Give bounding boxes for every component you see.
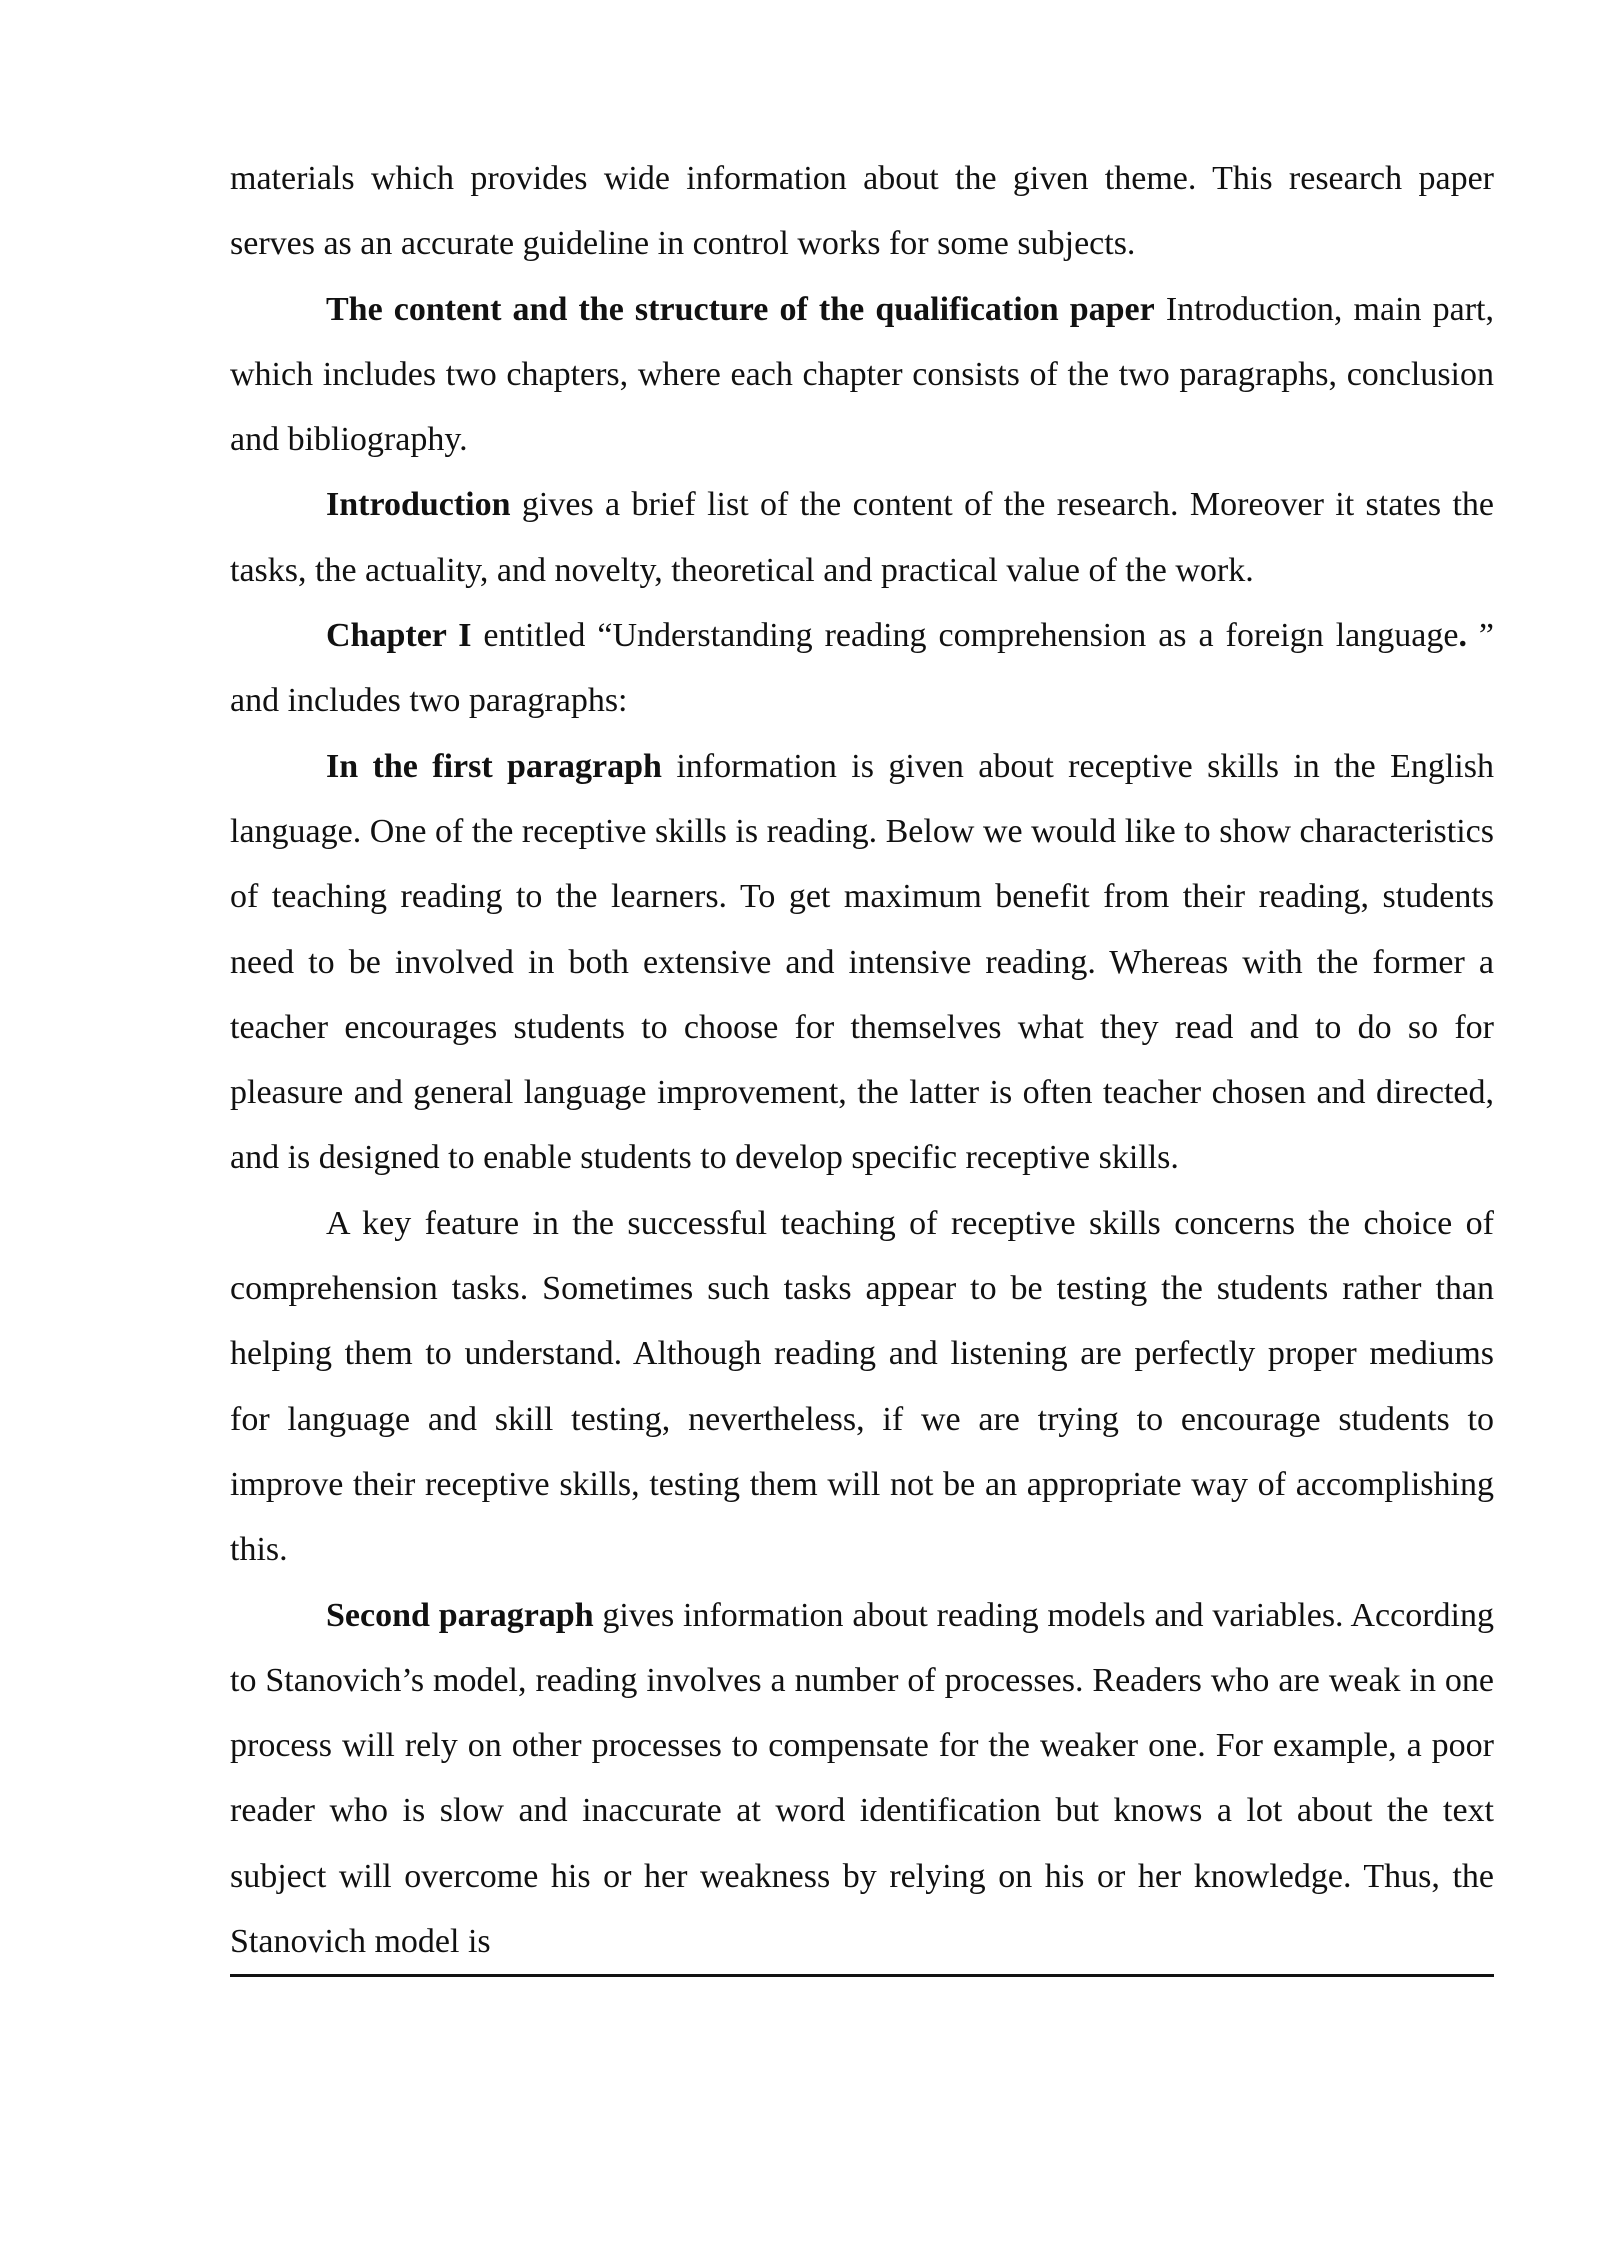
paragraph-first-paragraph bbox=[230, 734, 1494, 1191]
paragraph-text: gives information about reading models and variables. According to Stanovich’s model, reading involves a number of processes. Readers who are weak in one process will rely on other processes to compensate for the weaker one. For example, a poor reader who is slow and inaccurate at word identification but knows a lot about the text subject will overcome his or her weakness by relying on his or her knowledge. Thus, the Stanovich model is bbox=[230, 1596, 1494, 1961]
paragraph-text: gives a brief list of the content of the research. Moreover it states the tasks, the actuality, and novelty, theoretical and practical value of the work. bbox=[230, 486, 1494, 589]
paragraph-second-paragraph bbox=[230, 1583, 1494, 1978]
paragraph-content-structure bbox=[230, 277, 1494, 473]
paragraph-text: materials which provides wide information about the given theme. This research paper serves as an accurate guideline in control works for some subjects. bbox=[230, 160, 1494, 263]
paragraph-intro-continuation bbox=[230, 146, 1494, 277]
bold-period: . bbox=[1458, 617, 1467, 655]
document-body bbox=[230, 146, 1494, 1977]
paragraph-text-end: ” and includes two paragraphs: bbox=[230, 617, 1494, 720]
paragraph-heading: In the first paragraph bbox=[326, 747, 662, 785]
paragraph-heading: Second paragraph bbox=[326, 1596, 594, 1634]
paragraph-chapter-one bbox=[230, 603, 1494, 734]
paragraph-text: Introduction, main part, which includes two chapters, where each chapter consists of the two paragraphs, conclusion and bibliography. bbox=[230, 290, 1494, 459]
paragraph-heading: Chapter I bbox=[326, 617, 472, 655]
paragraph-heading: The content and the structure of the qualification paper bbox=[326, 290, 1155, 328]
paragraph-text: information is given about receptive skills in the English language. One of the receptive skills is reading. Below we would like to show characteristics of teaching reading to the learners. To get maximum benefit from their reading, students need to be involved in both extensive and intensive reading. Whereas with the former a teacher encourages students to choose for themselves what they read and to do so for pleasure and general language improvement, the latter is often teacher chosen and directed, and is designed to enable students to develop specific receptive skills. bbox=[230, 747, 1494, 1177]
paragraph-text: entitled “Understanding reading comprehension as a foreign language bbox=[471, 617, 1459, 655]
paragraph-text: A key feature in the successful teaching of receptive skills concerns the choice of comprehension tasks. Sometimes such tasks appear to be testing the students rather than helping them to understand. Although reading and listening are perfectly proper mediums for language and skill testing, nevertheless, if we are trying to encourage students to improve their receptive skills, testing them will not be an appropriate way of accomplishing this. bbox=[230, 1204, 1494, 1569]
paragraph-introduction bbox=[230, 472, 1494, 603]
paragraph-heading: Introduction bbox=[326, 486, 511, 524]
paragraph-key-feature bbox=[230, 1191, 1494, 1583]
